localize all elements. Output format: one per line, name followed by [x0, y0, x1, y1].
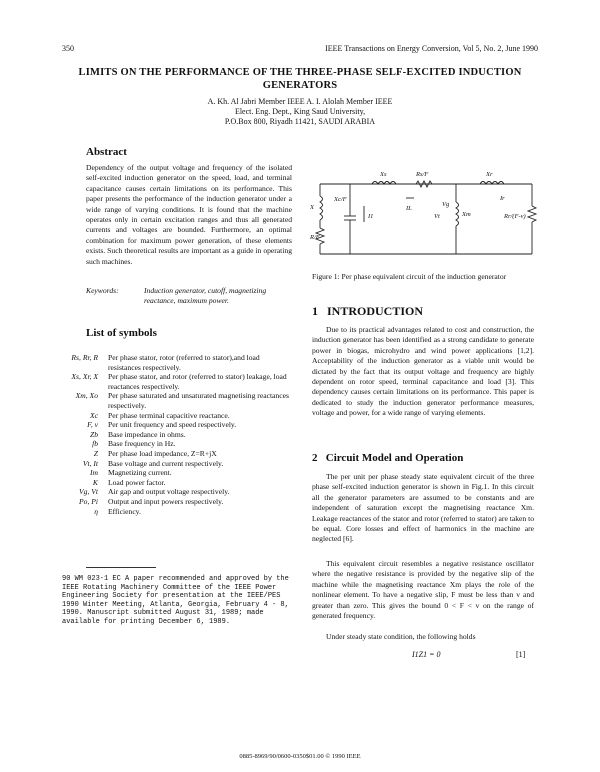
figure-caption: Figure 1: Per phase equivalent circuit of the induction generator: [312, 272, 507, 281]
symbol-description: Base frequency in Hz.: [108, 439, 176, 449]
footnote: 90 WM 023-1 EC A paper recommended and approved by the IEEE Rotating Machinery Committee of the IEEE Power Engineering Society for presentation at the IEEE/PES 1990 Winter Meeting, Atlanta, Georgia, February 4 - 8, 1990. Manuscript submitted August 31, 1989; made available for printing December 6, 1989.: [62, 575, 289, 626]
section1-number: 1: [312, 304, 318, 318]
symbols-heading: List of symbols: [86, 327, 157, 339]
label-xm: Xm: [462, 211, 471, 218]
label-x: X: [310, 204, 314, 211]
symbol-name: K: [92, 477, 98, 487]
symbol-description: Air gap and output voltage respectively.: [108, 487, 230, 497]
symbol-description: Per phase stator, and rotor (referred to stator) leakage, load reactances respectively.: [108, 372, 287, 391]
section2-title: Circuit Model and Operation: [325, 452, 464, 464]
symbol-description: Output and input powers respectively.: [108, 496, 224, 506]
equation-1: I1Z1 = 0: [412, 650, 441, 659]
symbol-row: [62, 449, 294, 459]
symbol-name: Zb: [89, 429, 98, 439]
label-i1: I1: [368, 213, 374, 220]
section1-text: Due to its practical advantages related to cost and construction, the induction generator has been identified as a strong candidate to generate power in biogas, microhydro and wind power applications [1,2]. Acceptability of the induction generator as a viable unit would be dictated by the fact that its output voltage and frequency are highly dependent on rotor speed, terminal capacitance and load [3]. This dependency causes certain limitations on its performance. This paper is dedicated to study the induction generator performance measures, voltage and power, for a wide range of varying elements.: [312, 325, 534, 418]
symbol-name: Po, Pi: [79, 496, 98, 506]
label-rr-over-f-v: Rr/(F-v): [504, 213, 526, 220]
section2-para1: The per unit per phase steady state equivalent circuit of the three phase self-excited induction generator is shown in Fig.1. In this circuit all the generator parameters are assumed to be constants and are independent of saturation except the magnetising reactance Xm. Leakage reactances of the stator and rotor (referred to stator) are taken to be equal. Core losses and effect of harmonics in the machine are neglected [6].: [312, 472, 534, 544]
symbol-name: Vt, It: [82, 458, 98, 468]
symbol-row: [62, 459, 294, 469]
symbol-name: Rs, Rr, R: [71, 353, 98, 362]
section2-number: 2: [312, 452, 318, 464]
label-vg: Vg: [442, 201, 450, 208]
label-ir: Ir: [500, 195, 505, 202]
symbol-row: [62, 507, 294, 517]
symbol-description: Efficiency.: [108, 506, 141, 516]
symbol-description: Per unit frequency and speed respectively.: [108, 420, 237, 430]
journal-header: IEEE Transactions on Energy Conversion, Vol 5, No. 2, June 1990: [325, 44, 538, 53]
symbol-description: Per phase saturated and unsaturated magnetising reactances respectively.: [108, 391, 289, 410]
label-vt: Vt: [434, 213, 440, 220]
label-r-over-f: R/F: [310, 234, 320, 241]
symbol-row: [62, 439, 294, 449]
author-dept: Elect. Eng. Dept., King Saud University,: [234, 107, 366, 116]
section2-para3: Under steady state condition, the following holds: [326, 632, 476, 641]
symbol-description: Per phase stator, rotor (referred to stator),and load resistances respectively.: [108, 353, 260, 372]
copyright-footer: 0885-8969/90/0600-0350$01.00 © 1990 IEEE: [239, 753, 361, 760]
symbol-name: F, v: [87, 420, 98, 430]
symbol-row: [62, 411, 294, 421]
section1-title: INTRODUCTION: [327, 304, 424, 318]
label-xr: Xr: [486, 171, 493, 178]
paper-title: LIMITS ON THE PERFORMANCE OF THE THREE-PHASE SELF-EXCITED INDUCTION GENERATORS: [78, 67, 522, 91]
symbol-row: [62, 468, 294, 478]
symbol-description: Magnetizing current.: [108, 468, 172, 478]
symbol-row: [62, 353, 294, 372]
section1-heading: [312, 304, 423, 319]
symbol-row: [62, 497, 294, 507]
label-xs: Xs: [380, 171, 387, 178]
keywords: [86, 286, 292, 306]
section2-heading: [312, 452, 463, 464]
label-rs-over-f: Rs/F: [416, 171, 429, 178]
symbols-list: [62, 353, 294, 516]
author-names: A. Kh. Al Jabri Member IEEE A. I. Alolah Member IEEE: [207, 97, 393, 106]
symbol-description: Load power factor.: [108, 477, 166, 487]
authors-block: [60, 97, 540, 127]
symbol-name: Vg, Vt: [79, 487, 98, 497]
symbol-row: [62, 420, 294, 430]
keywords-label: Keywords:: [86, 286, 119, 295]
symbol-description: Base voltage and current respectively.: [108, 458, 224, 468]
abstract-heading: Abstract: [86, 146, 127, 158]
keywords-text: Induction generator, cutoff, magnetizing reactance, maximum power.: [144, 286, 267, 305]
equation-1-number: [1]: [516, 650, 526, 659]
label-xc-over-f: Xc/F: [334, 196, 347, 203]
section2-para2: This equivalent circuit resembles a negative resistance oscillator where the negative resistance is provided by the negative slip of the machine while the magnetising reactance Xm plays the role of the nonlinear element. To have a negative slip, F must be less than v and greater than zero. This gives the bound 0 < F < v on the range of generated frequency.: [312, 559, 534, 621]
abstract-text: Dependency of the output voltage and frequency of the isolated self-excited induction generator on the speed, load, and terminal capacitance causes certain limitations on its performance. This paper presents the performance of the induction generator under a wide range of varying conditions. It is found that the machine operates only in certain excitation ranges and thus all generated currents and voltages are bounded. Furthermore, an optimal combination for maximum power generation, of these elements exists. Such theoretical results are important as a guide in operating such machines.: [86, 163, 292, 266]
symbol-name: Xc: [89, 410, 98, 420]
symbol-description: Base impedance in ohms.: [108, 429, 186, 439]
symbol-description: Per phase load impedance, Z=R+jX: [108, 448, 217, 458]
page-number: 350: [62, 44, 74, 53]
equivalent-circuit-figure: [310, 166, 542, 268]
symbol-name: Xm, Xo: [75, 391, 98, 401]
symbol-description: Per phase terminal capacitive reactance.: [108, 410, 230, 420]
symbol-name: Im: [89, 468, 98, 478]
author-address: P.O.Box 800, Riyadh 11421, SAUDI ARABIA: [224, 117, 376, 126]
footnote-rule: [86, 567, 156, 568]
symbol-row: [62, 391, 294, 410]
symbol-row: [62, 372, 294, 391]
symbol-row: [62, 430, 294, 440]
symbol-name: fb: [92, 439, 98, 449]
symbol-row: [62, 478, 294, 488]
symbol-name: η: [94, 506, 98, 516]
label-il: IL: [406, 205, 412, 212]
symbol-name: Xs, Xr, X: [71, 372, 98, 382]
symbol-row: [62, 487, 294, 497]
symbol-name: Z: [93, 448, 98, 458]
